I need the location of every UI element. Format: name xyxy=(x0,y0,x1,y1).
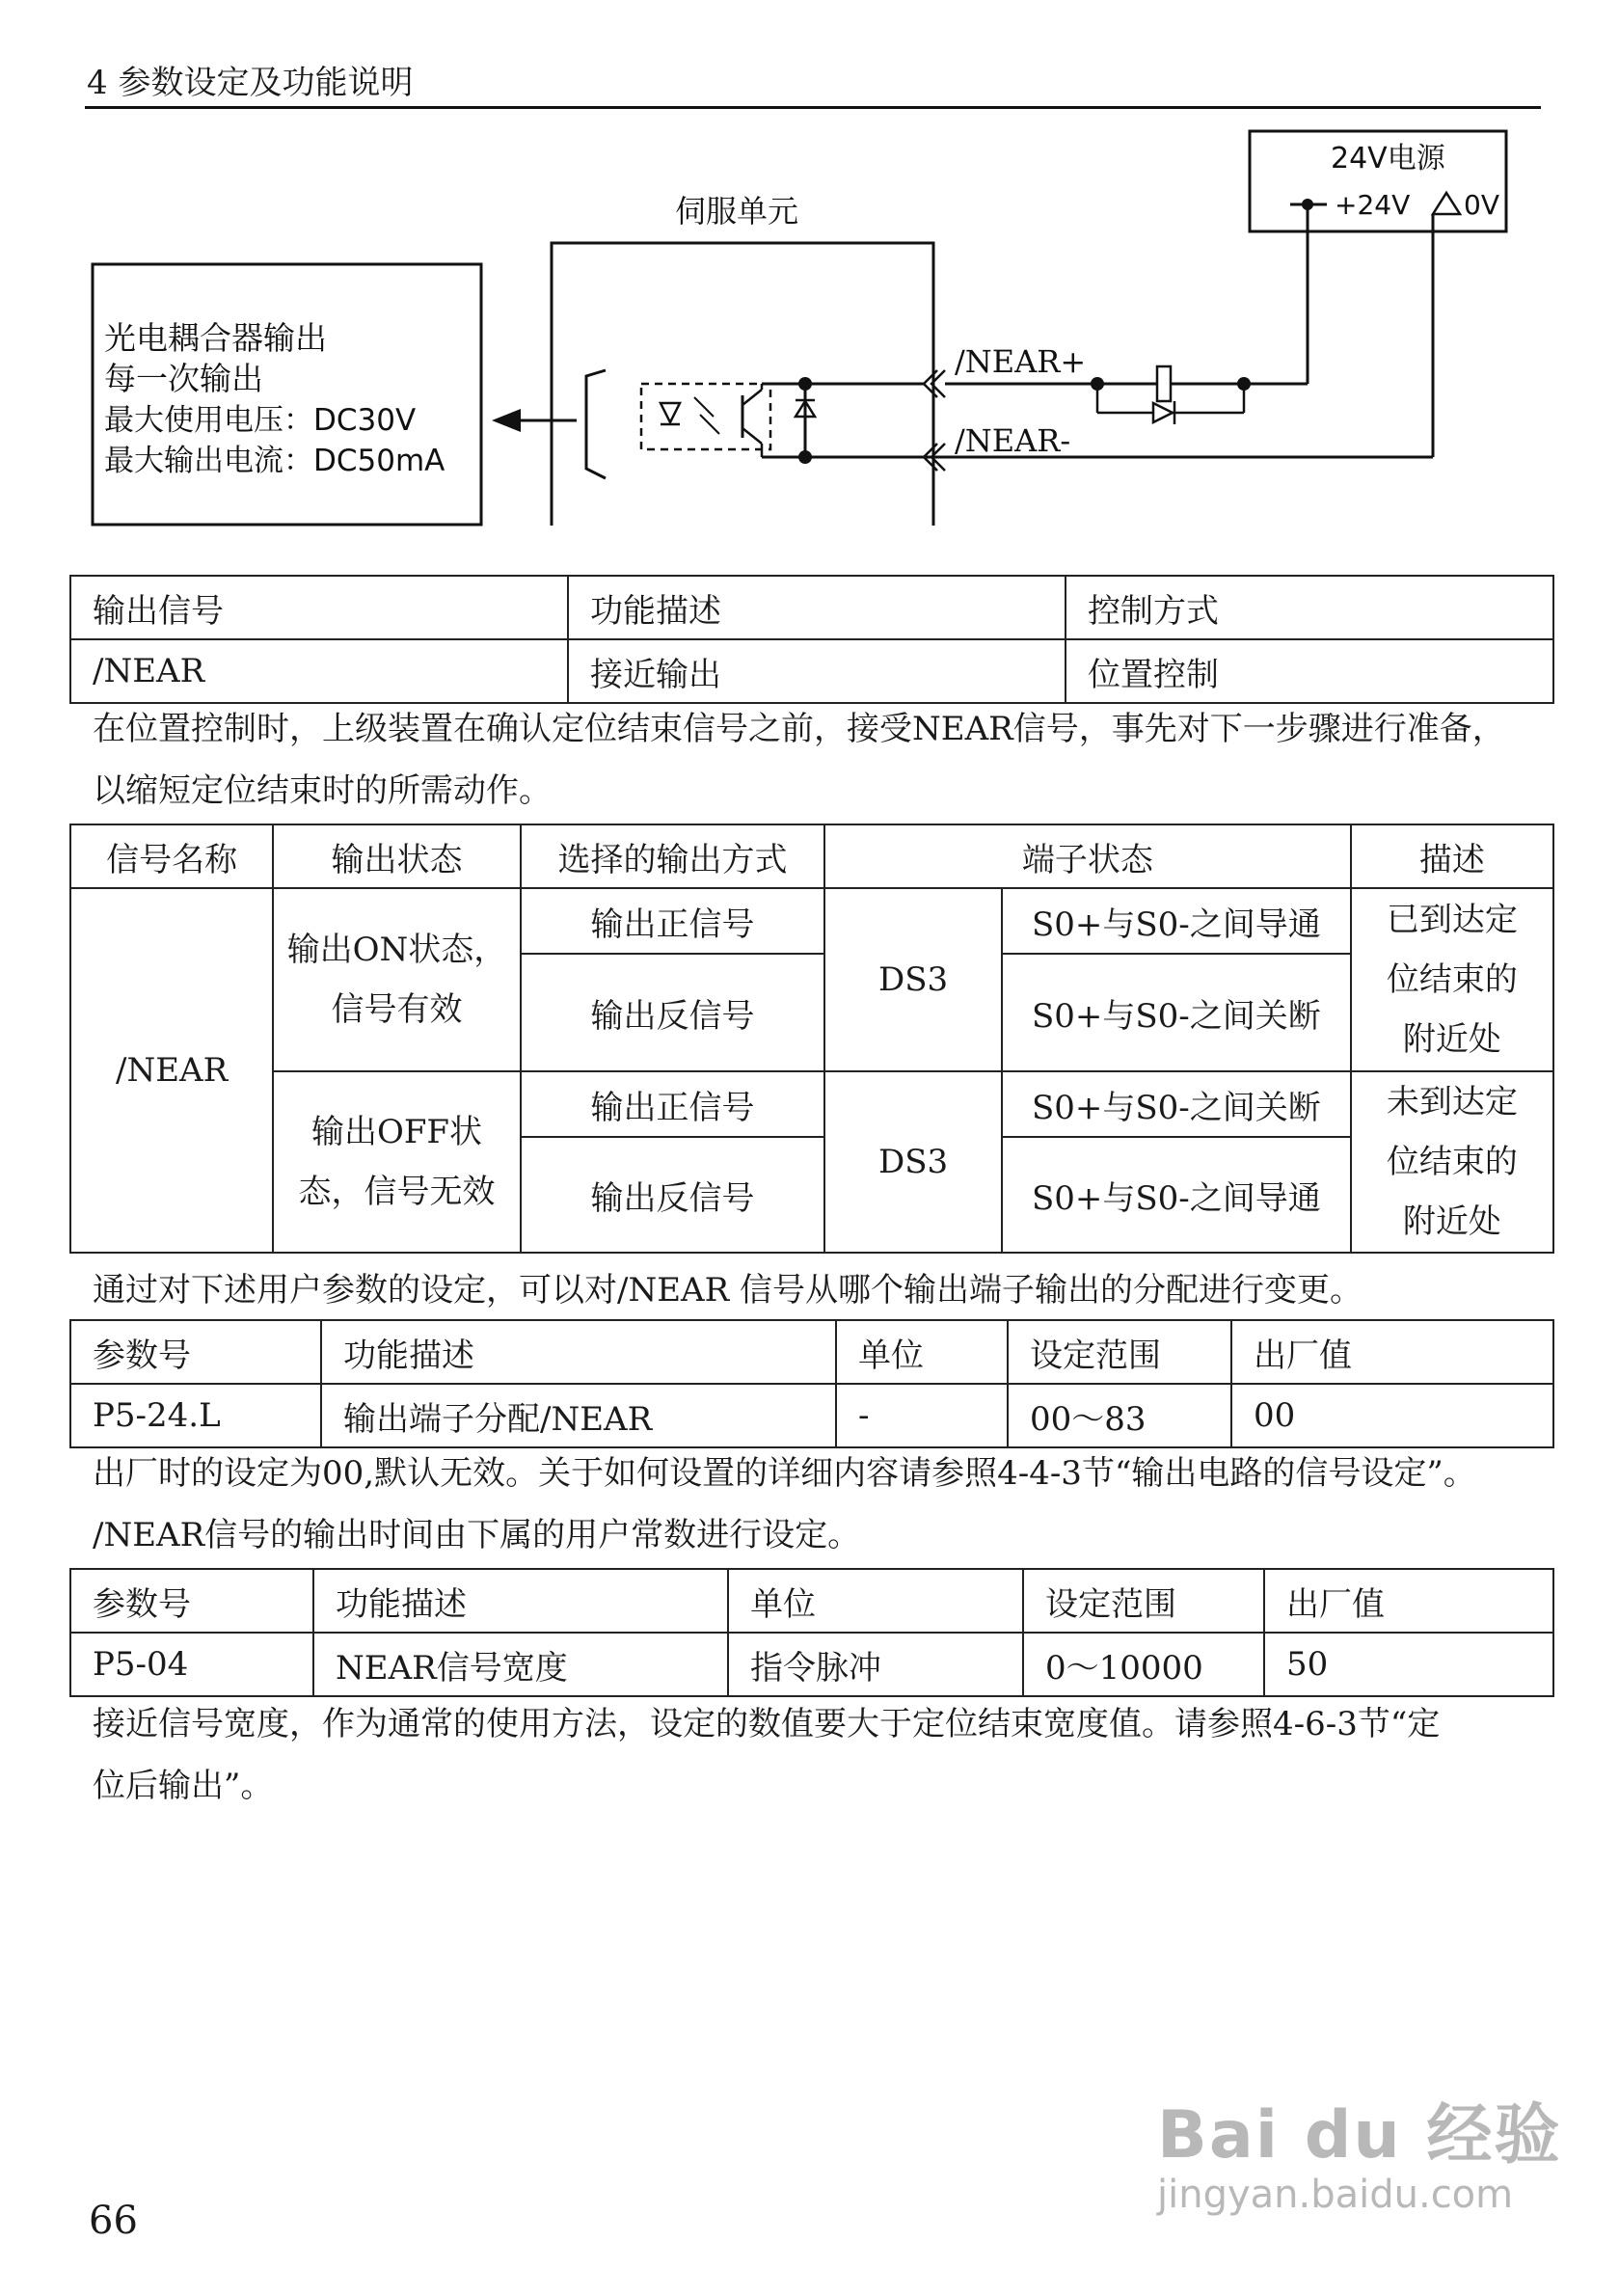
table-cell: - xyxy=(836,1384,1008,1447)
table-cell: 50 xyxy=(1264,1633,1553,1696)
table-header: 控制方式 xyxy=(1066,576,1553,639)
table-cell: /NEAR xyxy=(70,639,568,703)
cell-line: 已到达定 xyxy=(1386,901,1518,939)
cell-line: 附近处 xyxy=(1402,1202,1501,1241)
table-header: 信号名称 xyxy=(70,824,273,888)
table-cell: S0+与S0-之间关断 xyxy=(1002,1071,1351,1137)
table-cell: 输出反信号 xyxy=(521,1137,824,1253)
off-state-cell xyxy=(273,1071,521,1253)
near-plus-label: /NEAR+ xyxy=(955,343,1087,380)
ground-triangle-icon xyxy=(1433,193,1460,214)
table-header: 端子状态 xyxy=(824,824,1351,888)
note-line: 最大输出电流：DC50mA xyxy=(104,444,445,478)
circuit-diagram xyxy=(0,0,1619,540)
paragraph: 通过对下述用户参数的设定，可以对/NEAR 信号从哪个输出端子输出的分配进行变更。 xyxy=(93,1271,1363,1310)
cell-line: 附近处 xyxy=(1402,1020,1501,1059)
note-line: 最大使用电压：DC30V xyxy=(104,403,417,438)
desc-off-cell xyxy=(1351,1071,1553,1253)
optocoupler-icon xyxy=(641,384,770,449)
paragraph: 接近信号宽度，作为通常的使用方法，设定的数值要大于定位结束宽度值。请参照4-6-3节“定 xyxy=(93,1705,1441,1743)
table-header: 输出信号 xyxy=(70,576,568,639)
on-state-cell xyxy=(273,888,521,1071)
paragraph: 出厂时的设定为00,默认无效。关于如何设置的详细内容请参照4-4-3节“输出电路的信号设定”。 xyxy=(93,1454,1476,1493)
param-table-p5-04 xyxy=(69,1568,1554,1697)
table-cell: P5-04 xyxy=(70,1633,313,1696)
signal-name-cell: /NEAR xyxy=(70,888,273,1253)
table-cell: 0～10000 xyxy=(1023,1633,1264,1696)
relay-coil-icon xyxy=(1157,366,1171,401)
signal-table xyxy=(69,575,1554,704)
flyback-diode-icon xyxy=(1153,403,1173,422)
table-cell: 接近输出 xyxy=(568,639,1066,703)
table-cell: 00～83 xyxy=(1008,1384,1231,1447)
table-header: 功能描述 xyxy=(568,576,1066,639)
note-line: 每一次输出 xyxy=(104,360,263,397)
table-cell: 00 xyxy=(1231,1384,1553,1447)
desc-on-cell xyxy=(1351,888,1553,1071)
paragraph: 位后输出”。 xyxy=(93,1767,274,1805)
table-header: 功能描述 xyxy=(313,1569,728,1633)
ds-cell: DS3 xyxy=(824,1071,1002,1253)
chapter-header: 4 参数设定及功能说明 xyxy=(87,64,414,102)
paragraph: 以缩短定位结束时的所需动作。 xyxy=(93,771,552,810)
power-zero-label: 0V xyxy=(1464,189,1499,221)
table-header: 出厂值 xyxy=(1231,1320,1553,1384)
arrow-left-icon xyxy=(492,409,521,432)
table-cell: S0+与S0-之间导通 xyxy=(1002,1137,1351,1253)
table-cell: P5-24.L xyxy=(70,1384,321,1447)
cell-line: 位结束的 xyxy=(1386,1143,1518,1181)
table-cell: S0+与S0-之间关断 xyxy=(1002,954,1351,1071)
watermark-url: jingyan.baidu.com xyxy=(1157,2173,1514,2217)
near-minus-label: /NEAR- xyxy=(955,422,1071,459)
table-header: 设定范围 xyxy=(1023,1569,1264,1633)
table-cell: 指令脉冲 xyxy=(728,1633,1023,1696)
cell-line: 态，信号无效 xyxy=(298,1173,496,1211)
table-cell: NEAR信号宽度 xyxy=(313,1633,728,1696)
param-table-p5-24 xyxy=(69,1319,1554,1448)
table-header: 出厂值 xyxy=(1264,1569,1553,1633)
output-state-table xyxy=(69,824,1554,1254)
watermark-logo: Bai du 经验 xyxy=(1157,2097,1562,2174)
table-cell: S0+与S0-之间导通 xyxy=(1002,888,1351,954)
table-header: 选择的输出方式 xyxy=(521,824,824,888)
cell-line: 位结束的 xyxy=(1386,960,1518,999)
table-header: 功能描述 xyxy=(321,1320,836,1384)
cell-line: 信号有效 xyxy=(331,990,463,1029)
cell-line: 输出ON状态， xyxy=(286,931,507,969)
table-cell: 输出正信号 xyxy=(521,888,824,954)
table-cell: 输出正信号 xyxy=(521,1071,824,1137)
page-number: 66 xyxy=(89,2199,138,2243)
cell-line: 输出OFF状 xyxy=(310,1113,483,1151)
power-supply-title: 24V电源 xyxy=(1331,142,1445,176)
table-header: 参数号 xyxy=(70,1320,321,1384)
table-header: 设定范围 xyxy=(1008,1320,1231,1384)
note-line: 光电耦合器输出 xyxy=(104,319,327,357)
table-cell: 输出反信号 xyxy=(521,954,824,1071)
table-header: 单位 xyxy=(836,1320,1008,1384)
baidu-watermark xyxy=(1157,2083,1561,2217)
table-header: 单位 xyxy=(728,1569,1023,1633)
table-header: 描述 xyxy=(1351,824,1553,888)
paragraph: /NEAR信号的输出时间由下属的用户常数进行设定。 xyxy=(93,1516,861,1554)
servo-unit-label: 伺服单元 xyxy=(675,193,799,230)
table-cell: 输出端子分配/NEAR xyxy=(321,1384,836,1447)
power-plus-label: +24V xyxy=(1335,189,1411,221)
table-cell: 位置控制 xyxy=(1066,639,1553,703)
table-header: 输出状态 xyxy=(273,824,521,888)
ds-cell: DS3 xyxy=(824,888,1002,1071)
paragraph: 在位置控制时，上级装置在确认定位结束信号之前，接受NEAR信号，事先对下一步骤进行准备， xyxy=(93,710,1505,748)
table-header: 参数号 xyxy=(70,1569,313,1633)
cell-line: 未到达定 xyxy=(1386,1083,1518,1121)
